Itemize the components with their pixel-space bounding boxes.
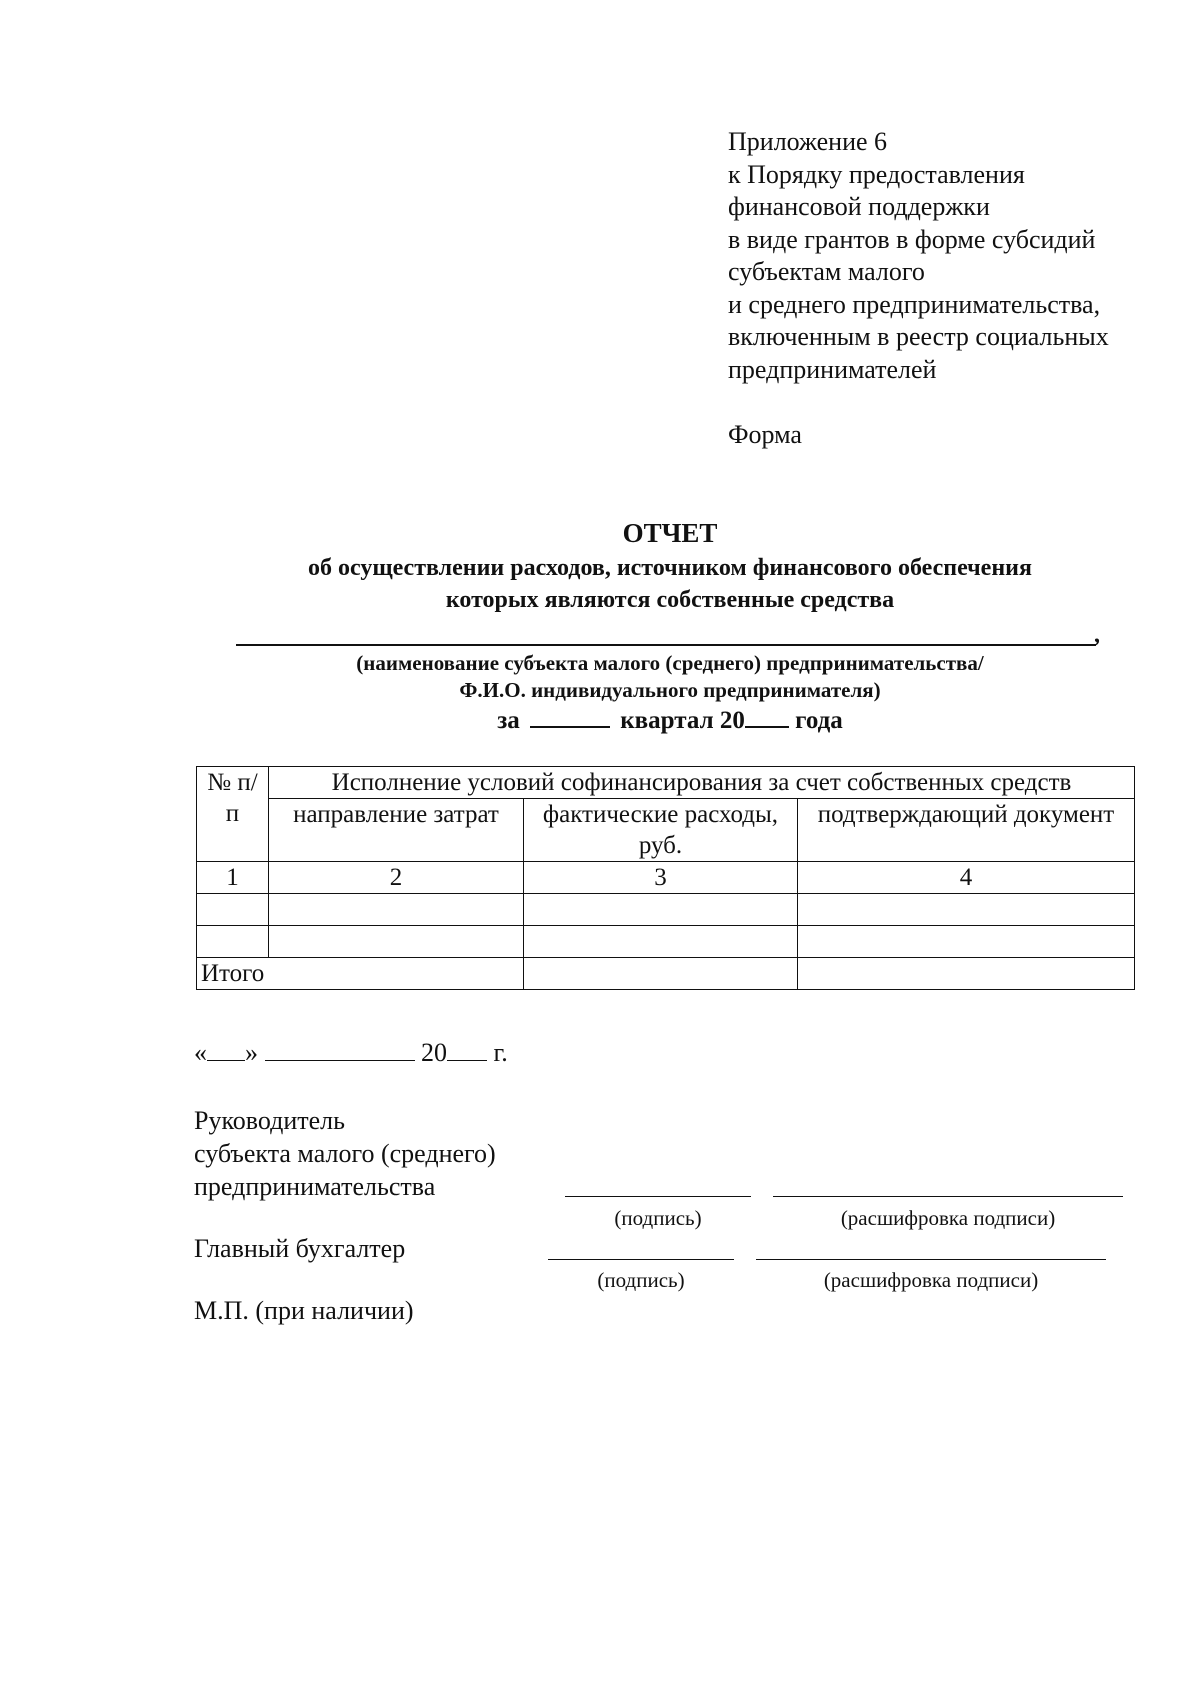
accountant-decode-caption: (расшифровка подписи) (823, 1268, 1039, 1292)
quarter-field[interactable] (530, 706, 610, 728)
date-line (194, 1038, 508, 1068)
period-prefix: за (497, 707, 520, 734)
total-row (197, 958, 1135, 990)
year-field[interactable] (745, 706, 789, 728)
header-actual-expenses: фактические расходы, руб. (524, 799, 798, 862)
report-title: ОТЧЕТ (622, 518, 718, 548)
table-cell[interactable] (269, 894, 524, 926)
annex-line: субъектам малого (728, 257, 925, 286)
table-cell[interactable] (798, 926, 1135, 958)
month-field[interactable] (265, 1038, 415, 1061)
numbering-cell: 3 (524, 862, 798, 894)
table-cell[interactable] (524, 926, 798, 958)
accountant-signature-caption: (подпись) (597, 1268, 685, 1292)
date-year-field[interactable] (447, 1038, 487, 1061)
report-table (196, 766, 1135, 990)
period-quarter: квартал 20 (620, 707, 745, 734)
total-label: Итого (197, 958, 524, 990)
col-num-header (197, 767, 269, 862)
table-row (197, 894, 1135, 926)
date-suffix: г. (493, 1038, 508, 1067)
entity-name-field[interactable] (236, 634, 1096, 646)
table-cell[interactable] (269, 926, 524, 958)
head-label-line: предпринимательства (194, 1172, 436, 1201)
annex-line: финансовой поддержки (728, 192, 990, 221)
head-decode-field[interactable] (773, 1194, 1123, 1197)
header-direction: направление затрат (269, 799, 524, 862)
stamp-label: М.П. (при наличии) (194, 1296, 414, 1325)
annex-line: в виде грантов в форме субсидий (728, 224, 1096, 254)
total-expenses-cell[interactable] (524, 958, 798, 990)
table-cell[interactable] (197, 926, 269, 958)
table-cell[interactable] (197, 894, 269, 926)
accountant-signature-field[interactable] (548, 1257, 734, 1260)
annex-line: предпринимателей (728, 354, 937, 384)
period-suffix: года (795, 707, 843, 734)
head-label-line: Руководитель (194, 1106, 345, 1135)
report-subtitle-line2: которых являются собственные средства (445, 587, 895, 613)
date-close-quote: » (245, 1038, 258, 1067)
name-comma: , (1094, 622, 1100, 648)
name-caption-line1: (наименование субъекта малого (среднего) предпринимательства/ (356, 651, 984, 675)
head-decode-caption: (расшифровка подписи) (840, 1206, 1056, 1230)
head-signature-label (194, 1104, 496, 1203)
form-label: Форма (728, 420, 802, 449)
table-cell[interactable] (798, 894, 1135, 926)
total-document-cell[interactable] (798, 958, 1135, 990)
accountant-label: Главный бухгалтер (194, 1234, 406, 1263)
group-header: Исполнение условий софинансирования за счет собственных средств (269, 767, 1135, 799)
numbering-cell: 1 (197, 862, 269, 894)
report-subtitle-line1: об осуществлении расходов, источником финансового обеспечения (308, 555, 1032, 581)
col-num-label: № п/п (207, 769, 258, 827)
annex-line: Приложение 6 (728, 127, 888, 156)
annex-header (728, 126, 1168, 386)
head-signature-caption: (подпись) (614, 1206, 702, 1230)
name-caption-line2: Ф.И.О. индивидуального предпринимателя) (459, 678, 881, 702)
day-field[interactable] (207, 1038, 245, 1061)
head-label-line: субъекта малого (среднего) (194, 1139, 496, 1168)
numbering-cell: 2 (269, 862, 524, 894)
numbering-cell: 4 (798, 862, 1135, 894)
annex-line: к Порядку предоставления (728, 159, 1025, 189)
annex-line: и среднего предпринимательства, (728, 289, 1101, 319)
head-signature-field[interactable] (565, 1194, 751, 1197)
date-open-quote: « (194, 1038, 207, 1067)
date-year: 20 (421, 1038, 447, 1067)
report-period (0, 706, 1200, 735)
accountant-decode-field[interactable] (756, 1257, 1106, 1260)
annex-line: включенным в реестр социальных (728, 322, 1109, 351)
header-document: подтверждающий документ (798, 799, 1135, 862)
table-cell[interactable] (524, 894, 798, 926)
table-row (197, 926, 1135, 958)
